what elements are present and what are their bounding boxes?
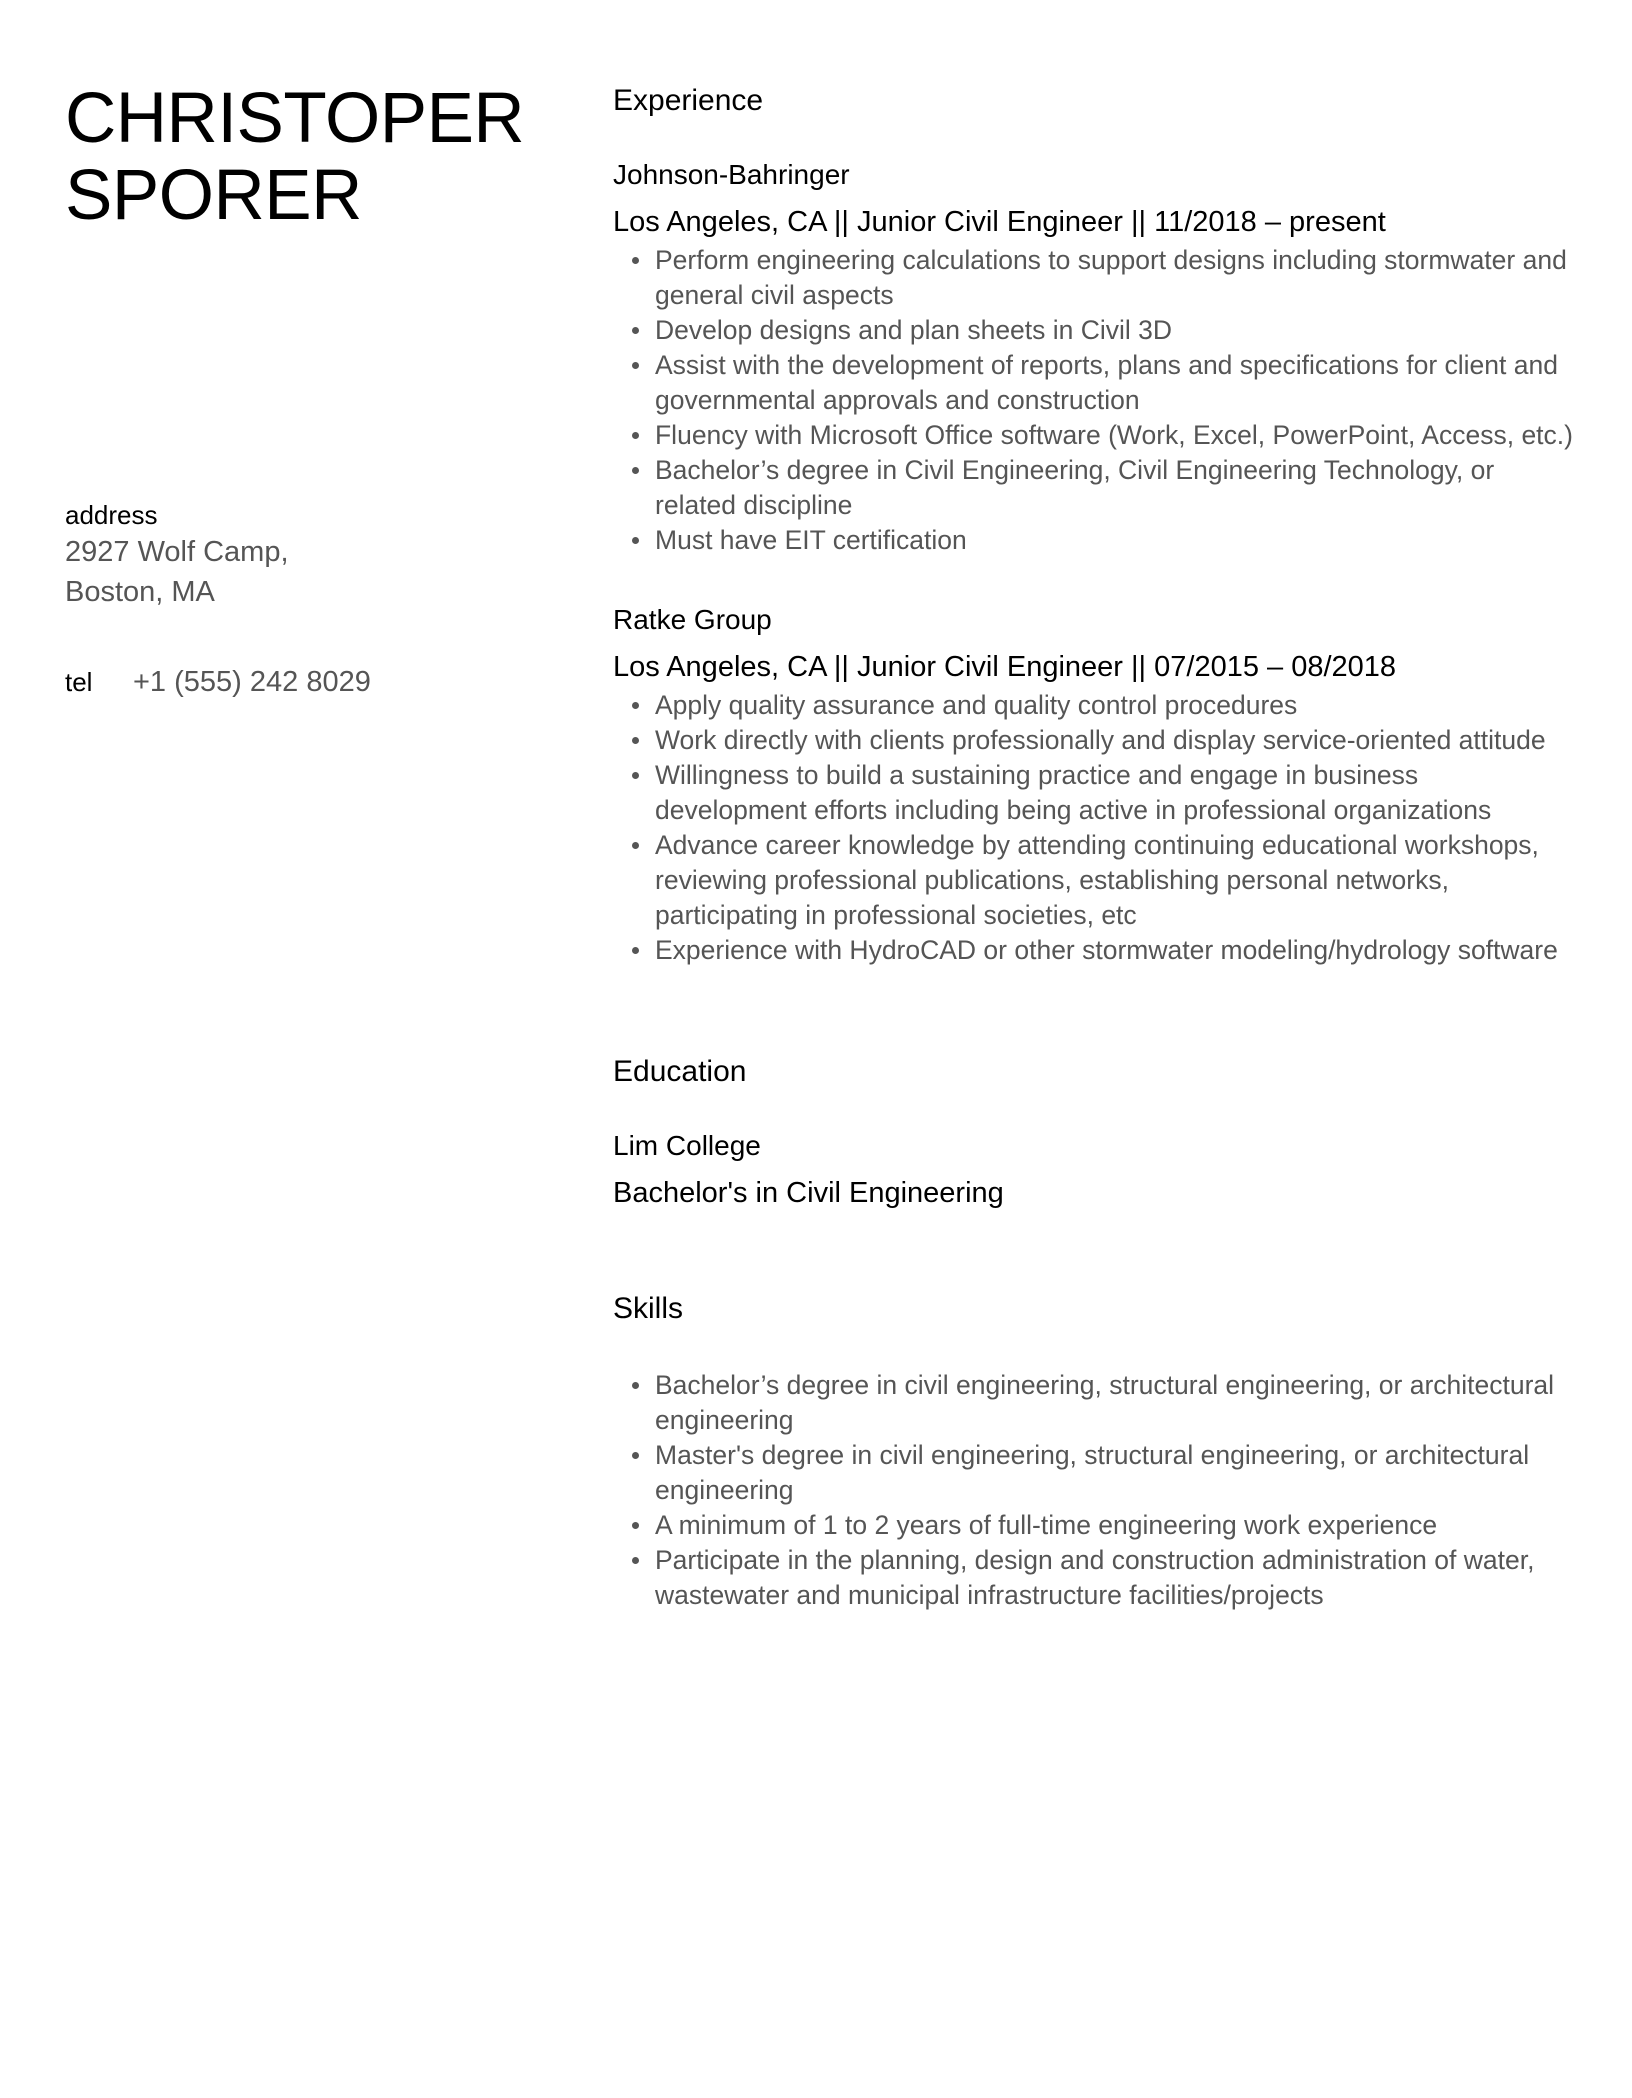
job-meta: Los Angeles, CA || Junior Civil Engineer || 07/2015 – 08/2018 (613, 651, 1397, 683)
job-bullet: Fluency with Microsoft Office software (Work, Excel, PowerPoint, Access, etc.) (613, 418, 1573, 453)
job-bullet: Work directly with clients professionally and display service-oriented attitude (613, 723, 1573, 758)
job-entry (613, 157, 1573, 558)
skill-item: Master's degree in civil engineering, structural engineering, or architectural engineering (613, 1438, 1573, 1508)
job-meta: Los Angeles, CA || Junior Civil Engineer || 11/2018 – present (613, 206, 1386, 238)
right-column (613, 82, 1573, 1613)
education-school: Lim College (613, 1130, 761, 1161)
left-column (65, 79, 585, 698)
job-bullets (613, 688, 1573, 968)
skill-item: Bachelor’s degree in civil engineering, structural engineering, or architectural engineering (613, 1368, 1573, 1438)
education-heading: Education (613, 1055, 747, 1088)
address-label: address (65, 500, 158, 530)
name-first: CHRISTOPER (65, 79, 525, 158)
experience-section (613, 82, 1573, 968)
address-line-1: 2927 Wolf Camp, (65, 536, 289, 568)
job-company: Ratke Group (613, 604, 772, 635)
skills-list (613, 1368, 1573, 1613)
job-bullet: Must have EIT certification (613, 523, 1573, 558)
tel-value: +1 (555) 242 8029 (133, 666, 371, 698)
job-company: Johnson-Bahringer (613, 159, 850, 190)
job-bullet: Advance career knowledge by attending continuing educational workshops, reviewing professional publications, establishing personal networks, participating in professional societies, etc (613, 828, 1573, 933)
job-bullets (613, 243, 1573, 558)
skill-item: Participate in the planning, design and construction administration of water, wastewater and municipal infrastructure facilities/projects (613, 1543, 1573, 1613)
job-bullet: Experience with HydroCAD or other stormwater modeling/hydrology software (613, 933, 1573, 968)
job-bullet: Apply quality assurance and quality control procedures (613, 688, 1573, 723)
experience-heading: Experience (613, 84, 764, 117)
skills-section (613, 1290, 1573, 1613)
tel-block (65, 662, 585, 702)
address-line-2: Boston, MA (65, 576, 215, 608)
job-bullet: Willingness to build a sustaining practice and engage in business development efforts including being active in professional organizations (613, 758, 1573, 828)
address-block (65, 498, 585, 612)
job-bullet: Perform engineering calculations to support designs including stormwater and general civil aspects (613, 243, 1573, 313)
candidate-name (65, 80, 585, 234)
skills-heading: Skills (613, 1292, 684, 1325)
job-entry (613, 602, 1573, 968)
name-last: SPORER (65, 156, 362, 235)
tel-label: tel (65, 667, 93, 697)
education-section (613, 1053, 1573, 1213)
skill-item: A minimum of 1 to 2 years of full-time engineering work experience (613, 1508, 1573, 1543)
job-bullet: Assist with the development of reports, plans and specifications for client and governmental approvals and construction (613, 348, 1573, 418)
job-bullet: Develop designs and plan sheets in Civil 3D (613, 313, 1573, 348)
job-bullet: Bachelor’s degree in Civil Engineering, Civil Engineering Technology, or related discipline (613, 453, 1573, 523)
education-degree: Bachelor's in Civil Engineering (613, 1177, 1004, 1209)
